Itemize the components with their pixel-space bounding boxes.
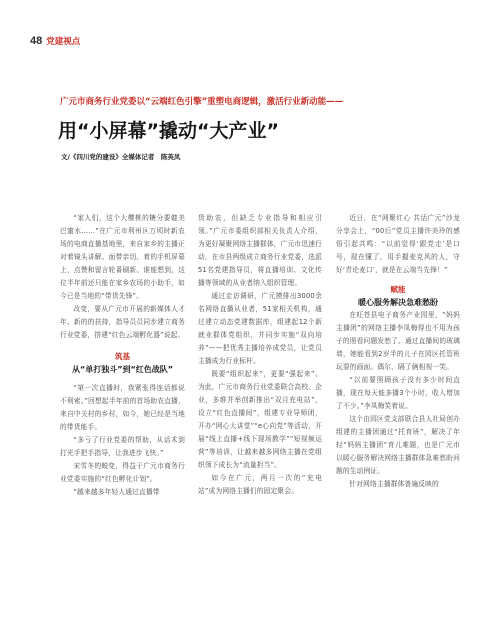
paragraph: 既要“组织起来”，更要“强起来”。为此，广元市商务行业党委联合高校、企业，多维并举创新推出“双月充电站”，设立“红色直播间”，组建专业导师团，开办“网心大讲堂”“e心向党”等活动，开展“线上直播+线下现场教学”“短视频运营”等培训，让越来越多网络主播在党组织领下成长为“流量担当”。 <box>198 370 322 469</box>
column-2 <box>198 212 322 498</box>
paragraph: 改变，要从广元市开展的新媒体人才年、新的的扶持，指导员员同步建立商务行业党委，搭建“红色云端孵化器”说起。 <box>60 305 185 339</box>
page-header <box>30 34 80 48</box>
paragraph: 这个由园区党支部联合县人社局创办组建的主播团通过“托育班”，解决了年轻“妈妈主播团”育儿难题，也是广元市以暖心服务解决网络主播群体急难愁盼问题的生动例证。 <box>336 415 460 475</box>
paragraph: 近日，在“网聚红心 共话广元”沙龙分享会上，“00后”党员主播许美玲的感悟引起共鸣：“以前觉得‘跟党走’是口号，现在懂了，用手握麦克风的人，守好‘青论麦口’，就是在云端当先锋！” <box>336 214 460 274</box>
subheading <box>60 350 185 376</box>
paragraph: “以前要照顾孩子没有多少时间直播，现在每天能多播3个小时，收入增加了不少。”李凤梅笑着说。 <box>336 376 460 410</box>
column-1 <box>60 212 185 499</box>
paragraph: “越来越多年轻人通过直播带 <box>73 488 160 496</box>
subheading-label: 赋能 <box>390 285 406 294</box>
paragraph: 如今在广元，两月一次的“充电站”成为网络主播们的固定聚会。 <box>198 474 322 495</box>
paragraph: “第一次直播时，我紧张得连话都说不利索。”回想起半年前的首场助农直播，来自中关村的乡村，如今，她已经是当地的带货能手。 <box>60 384 185 431</box>
section-name: 党建视点 <box>46 37 81 47</box>
paragraph: 在旺苍县电子商务产业园里，“妈妈主播团”的网络主播李凤梅得也不用为孩子的照看问题发愁了。通过直播间的玻璃墙，她能看到2岁半的儿子在园区托管班玩耍的画面。偶尔，隔了俩相视一笑。 <box>336 311 460 371</box>
column-3 <box>336 212 460 491</box>
subheading-title: 暖心服务解决急难愁盼 <box>358 298 438 307</box>
paragraph: 宋雪冬的蜕变，得益于广元市商务行业党委实施的“红色孵化计划”。 <box>60 462 185 483</box>
subheading-title: 从“单打独斗”到“红色战队” <box>71 365 174 374</box>
paragraph: “多亏了行业党委的帮助，从话术到打光手把手指导，让我进步飞快。” <box>60 436 185 457</box>
paragraph: 针对网络主播群体普遍反映的 <box>349 480 439 488</box>
paragraph: “家人们，这个大樱桃的糖分要媲美巴蜜水……”在广元市利州区万顷时新农场的电商直播基地里，来自家乡的主播正对着镜头讲解。面带亲切、着的手机屏幕上，点赞和留言轮番刷新。谁能想到，这位半年前还只能在家乡农场的小助手，如今已是当地的“带货先锋”。 <box>60 214 185 300</box>
article-title: 用“小屏幕”撬动“大产业” <box>58 120 279 142</box>
paragraph: 货助农，但缺乏专业指导和相应引领。”广元市委组织部相关负责人介绍，为更好凝聚网络主播群体，广元市迅速行动，在市县两级成立商务行业党委，选派51名党建指导员，将直播培训、文化传播等领域的从业者纳入组织管理。 <box>198 214 322 287</box>
page-number: 48 <box>30 35 43 47</box>
subheading-label: 筑基 <box>115 352 130 361</box>
subheading <box>336 283 460 309</box>
article-byline: 文/《四川党的建设》全媒体记者 陈英凤 <box>61 153 181 161</box>
paragraph: 通过走访调研，广元摸排出3000余名网络直播从业者，51家相关机构，通过建立动态党建数据库，组建起12个新就业群体党组织，并同步实施“双向培养”——把优秀主播培养成党员，让党员主播成为行业标杆。 <box>198 292 322 365</box>
article-lead: 广元市商务行业党委以“云端红色引擎”重塑电商逻辑，激活行业新动能—— <box>60 97 344 107</box>
